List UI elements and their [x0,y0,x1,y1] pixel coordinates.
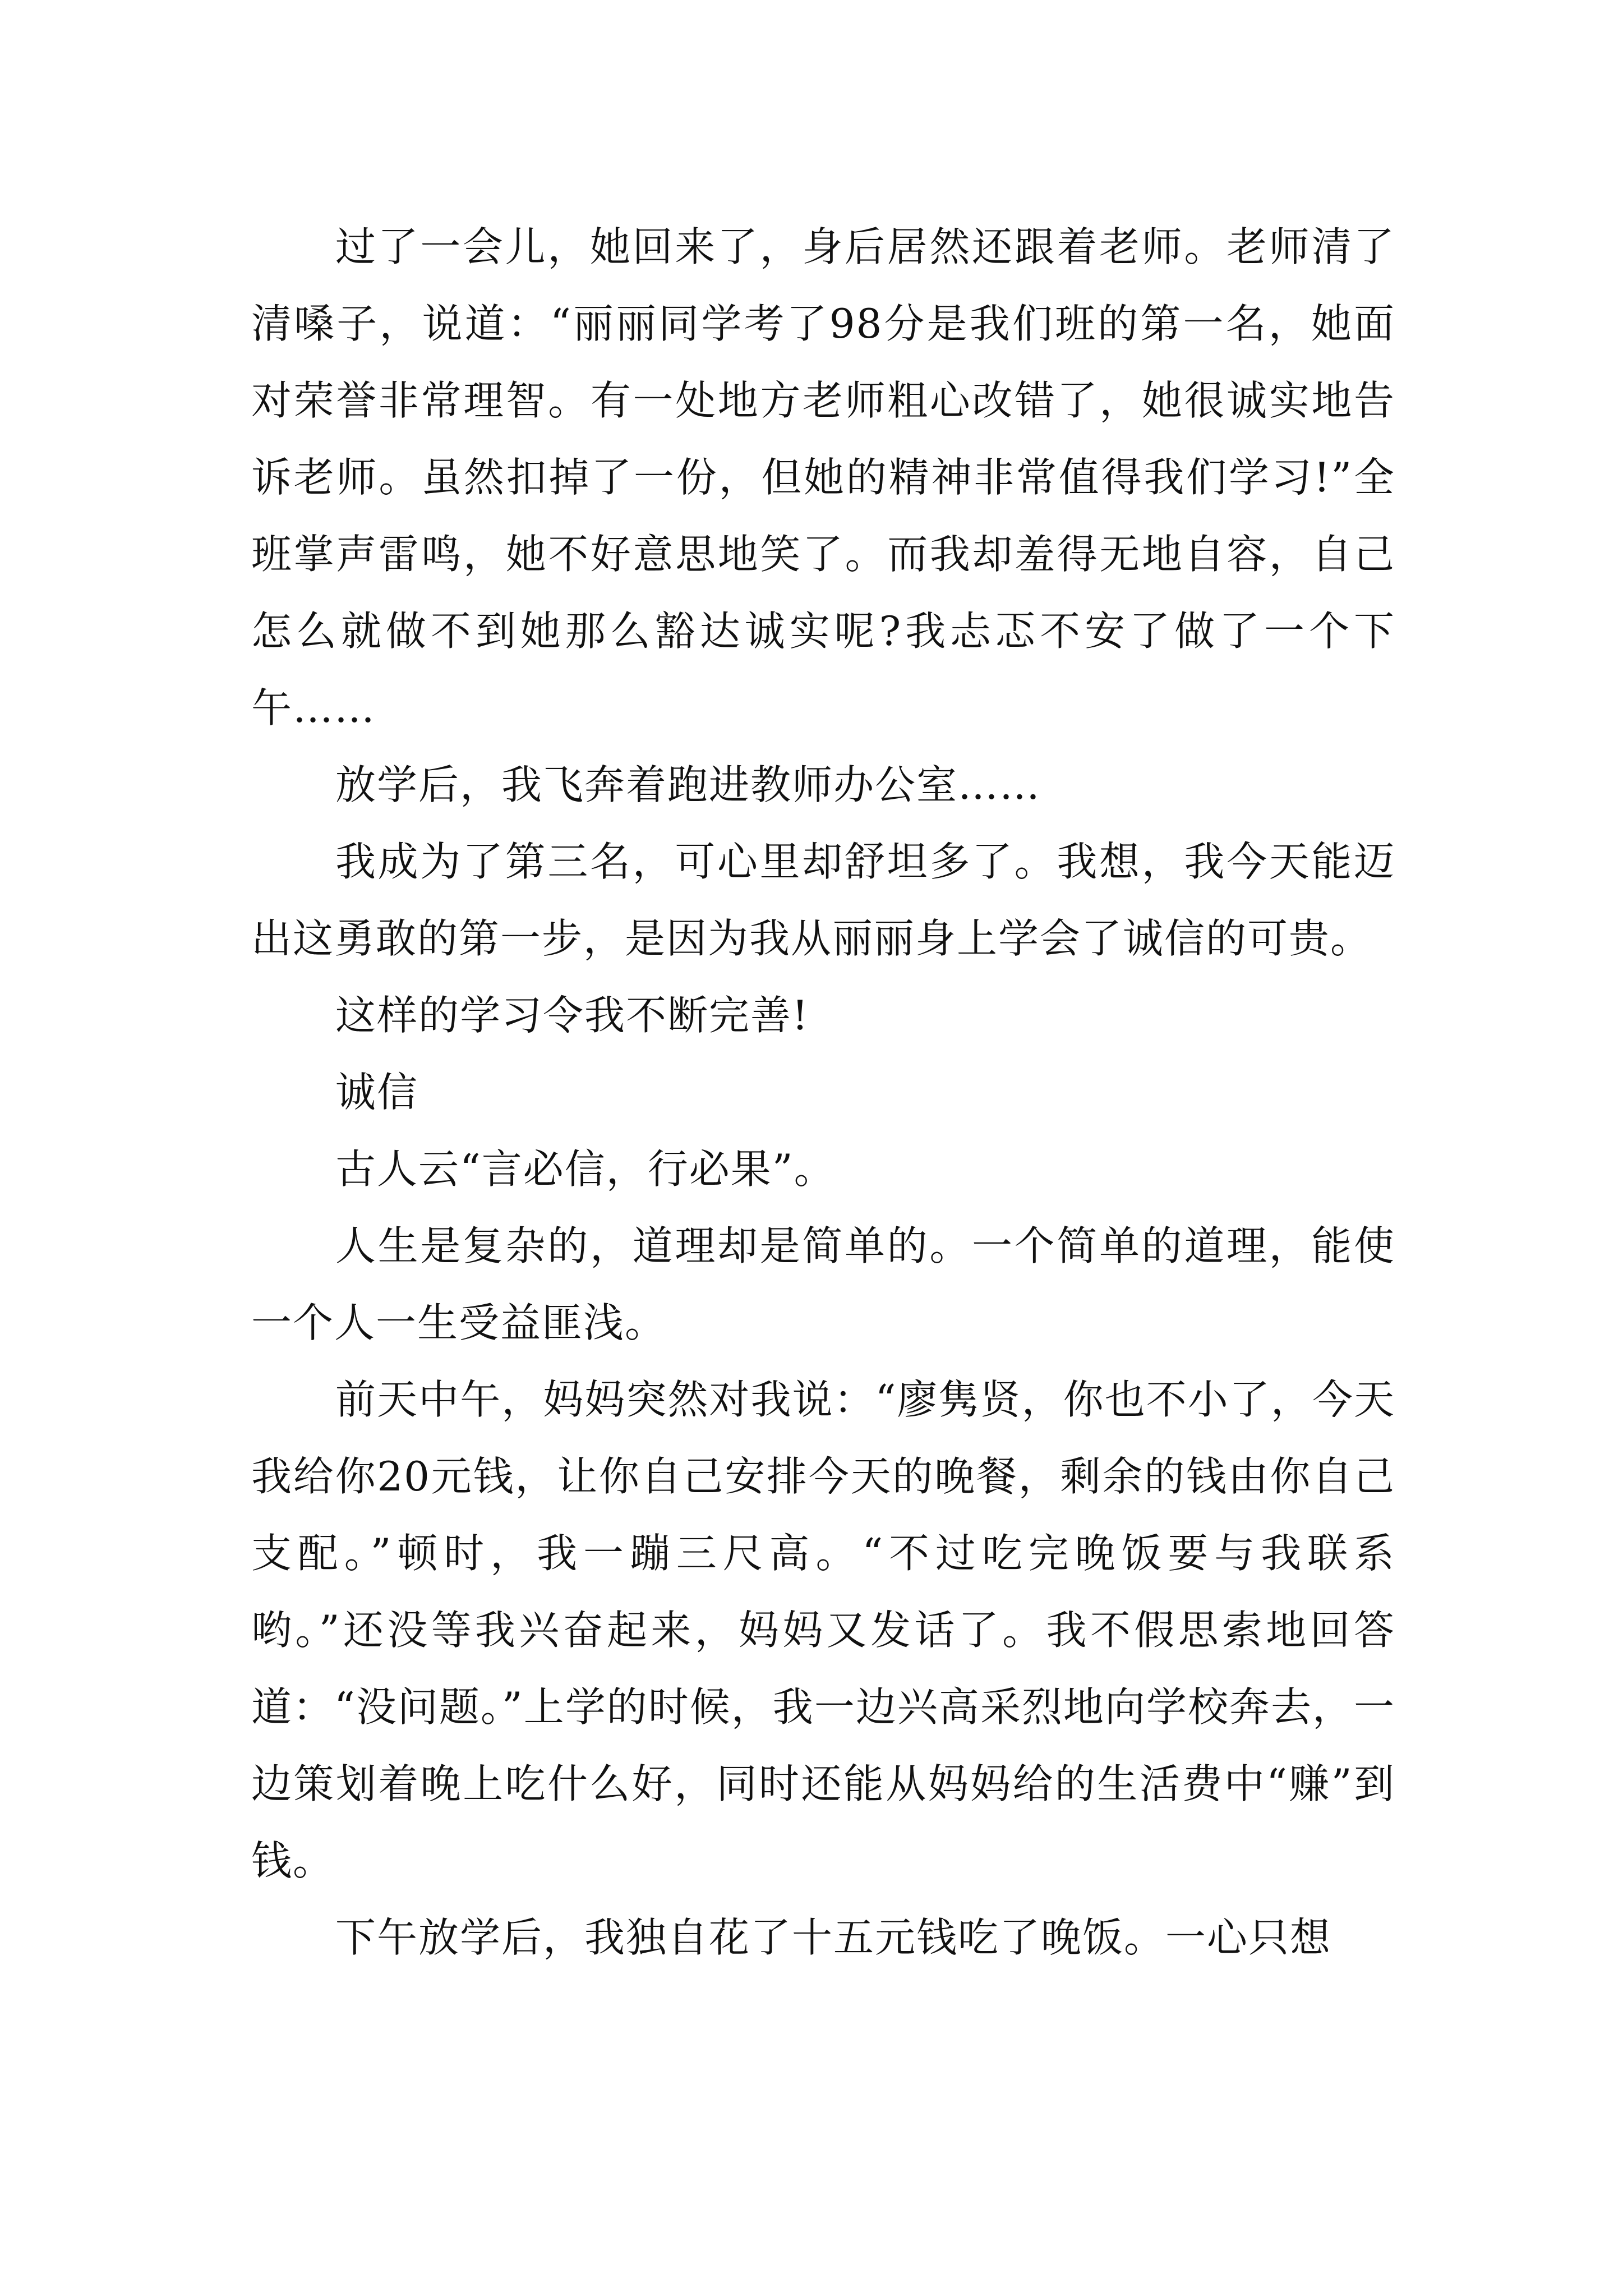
paragraph-after-school: 放学后，我飞奔着跑进教师办公室…… [335,761,1041,808]
paragraph-mother-money: 前天中午，妈妈突然对我说：“廖隽贤，你也不小了，今天我给你20元钱，让你自己安排今天的晚餐，剩余的钱由你自己支配。”顿时，我一蹦三尺高。“不过吃完晚饭要与我联系哟。”还没等我兴奋起来，妈妈又发话了。我不假思索地回答道：“没问题。”上学的时候，我一边兴高采烈地向学校奔去，一边策划着晚上吃什么好，同时还能从妈妈给的生活费中“赚”到钱。 [251,1376,1395,1884]
paragraph-teacher-returns: 过了一会儿，她回来了，身后居然还跟着老师。老师清了清嗓子，说道：“丽丽同学考了98分是我们班的第一名，她面对荣誉非常理智。有一处地方老师粗心改错了，她很诚实地告诉老师。虽然扣掉了一份，但她的精神非常值得我们学习!”全班掌声雷鸣，她不好意思地笑了。而我却羞得无地自容，自己怎么就做不到她那么豁达诚实呢?我忐忑不安了做了一个下午…… [251,223,1395,731]
document-page [251,209,1395,1976]
paragraph-learning: 这样的学习令我不断完善! [335,992,809,1039]
paragraph-third-place: 我成为了第三名，可心里却舒坦多了。我想，我今天能迈出这勇敢的第一步，是因为我从丽丽身上学会了诚信的可贵。 [251,838,1395,962]
section-title-integrity: 诚信 [335,1069,419,1116]
paragraph-dinner: 下午放学后，我独自花了十五元钱吃了晚饭。一心只想 [335,1914,1332,1961]
paragraph-ancient-saying: 古人云“言必信，行必果”。 [335,1145,836,1193]
paragraph-life-simple: 人生是复杂的，道理却是简单的。一个简单的道理，能使一个人一生受益匪浅。 [251,1222,1395,1346]
